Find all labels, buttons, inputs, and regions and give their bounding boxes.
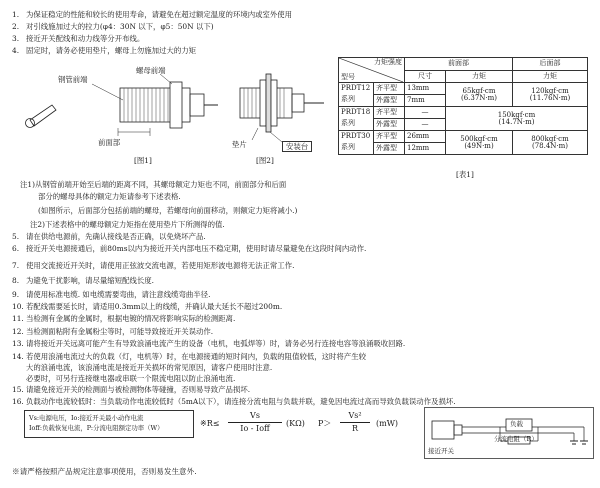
note-13: 13. 请将接近开关远离可能产生有导致浪涌电流产生的设备（电机，电弧焊等）时，请务必另行连接电容等浪涌吸收回路. bbox=[12, 339, 406, 348]
footer-warning: ※请严格按照产品规定注意事项使用，否则易发生意外. bbox=[12, 467, 197, 476]
note-12: 12. 当检测面粘附有金属粉尘等时，可能导致接近开关误动作. bbox=[12, 327, 214, 336]
size-30-flush: 26mm bbox=[405, 131, 446, 143]
table-caption: [表1] bbox=[456, 170, 474, 179]
note-a2: 部分的螺母具体的额定力矩请参考下述表格. bbox=[38, 192, 181, 201]
circuit-switch-label: 接近开关 bbox=[428, 447, 454, 455]
note-7: 7. 使用交流接近开关时，请使用正弦波交流电源，若使用矩形波电源将无法正常工作. bbox=[12, 261, 295, 270]
note-2: 2. 对引线施加过大的拉力(φ4：30N 以下，φ5：50N 以下) bbox=[12, 22, 214, 31]
head-force: 力矩 bbox=[446, 70, 513, 83]
back-12: 120kgf·cm (11.76N·m) bbox=[513, 83, 588, 107]
note-5: 5. 请在供给电源前，先确认接线是否正确，以免烧坏产品. bbox=[12, 232, 206, 241]
torque-table bbox=[338, 57, 588, 155]
label-mount: 安装台 bbox=[282, 141, 312, 152]
note-9: 9. 请使用标准电缆. 如电缆需要弯曲，请注意线缆弯曲半径. bbox=[12, 290, 211, 299]
size-30-exposed: 12mm bbox=[405, 143, 446, 155]
force-30: 500kgf·cm (49N·m) bbox=[446, 131, 513, 155]
note-a4: 注2)下述表格中的螺母额定力矩指在使用垫片下所测得的值. bbox=[30, 220, 225, 229]
note-1: 1. 为保证稳定的性能和较长的使用寿命，请避免在超过额定温度的环境内或室外使用 bbox=[12, 10, 293, 19]
label-steel-front: 钢管前端 bbox=[58, 75, 88, 84]
note-6: 6. 接近开关电源接通后，前80ms以内为接近开关内部电压不稳定期，使用时请尽量避免在这段时间内动作. bbox=[12, 244, 367, 253]
note-16: 16. 负载动作电流较低时：当负载动作电流较低时（5mA以下），请连接分流电阻与负载并联，避免因电流过高而导致负载误动作及损坏. bbox=[12, 397, 456, 406]
note-11: 11. 当检测有金属的金属时，根据电镀的情况将影响实际的检测距离. bbox=[12, 314, 236, 323]
note-3: 3. 接近开关配线和动力线等分开布线。 bbox=[12, 34, 145, 43]
note-14b: 大的浪涌电流，该浪涌电流是接近开关损坏的常见原因，请客户使用时注意. bbox=[26, 363, 273, 372]
head-front: 前面部 bbox=[405, 58, 513, 71]
head-back: 后面部 bbox=[513, 58, 588, 71]
size-18-exposed: — bbox=[405, 119, 446, 131]
force-12: 65kgf·cm (6.37N·m) bbox=[446, 83, 513, 107]
note-14: 14. 若使用浪涌电流过大的负载（灯，电机等）时，在电源接通的短时间内，负载的阻值较低，这时将产生较 bbox=[12, 352, 366, 361]
note-a3: (如图所示，后面部分包括前端的螺母，若螺母向前面移动，则额定力矩将减小.) bbox=[38, 206, 298, 215]
back-30: 800kgf·cm (78.4N·m) bbox=[513, 131, 588, 155]
force-18: 150kgf·cm (14.7N·m) bbox=[446, 107, 588, 131]
row-model-prdt30: PRDT30 系列 齐平型 外露型 bbox=[339, 131, 405, 155]
size-18-flush: — bbox=[405, 107, 446, 119]
figure-1-caption: [图1] bbox=[134, 156, 152, 165]
circuit-load-label: 负载 bbox=[510, 420, 523, 428]
figure-2-caption: [图2] bbox=[256, 156, 274, 165]
note-14c: 必要时，可另行连接继电器或串联一个限流电阻以防止浪涌电流. bbox=[26, 374, 236, 383]
note-10: 10. 若配线需要延长时，请适用0.3mm以上的线缆，并确认最大延长不超过200m. bbox=[12, 302, 283, 311]
note-8: 8. 为避免干扰影响，请尽量缩短配线长度. bbox=[12, 276, 154, 285]
note-4: 4. 固定时，请务必使用垫片，螺母上勿施加过大的力矩 bbox=[12, 46, 196, 55]
size-12-exposed: 7mm bbox=[405, 95, 446, 107]
size-12-flush: 13mm bbox=[405, 83, 446, 95]
label-front-part: 前面部 bbox=[98, 138, 121, 147]
label-washer: 垫片 bbox=[232, 140, 247, 149]
sensor-drawing-1 bbox=[20, 60, 220, 175]
row-model-prdt18: PRDT18 系列 齐平型 外露型 bbox=[339, 107, 405, 131]
note-a1: 注1)从钢管前端开始至后端的距离不同，其螺母额定力矩也不同，前面部分和后面 bbox=[20, 180, 287, 189]
note-15: 15. 请避免接近开关的检测面与被检测物体等碰撞，否则易导致产品损坏. bbox=[12, 385, 251, 394]
row-model-prdt12: PRDT12 系列 齐平型 外露型 bbox=[339, 83, 405, 107]
table-corner: 力矩强度 型号 bbox=[339, 58, 405, 83]
symbol-legend: Vs:电源电压，Io:接近开关最小动作电流 Ioff:负载恢复电流，P:分流电阻额定功率（W） bbox=[24, 410, 194, 438]
circuit-shunt-label: 分流电阻（R） bbox=[494, 435, 538, 443]
head-force-back: 力矩 bbox=[513, 70, 588, 83]
label-nut-front: 螺母前端 bbox=[136, 66, 166, 75]
head-size: 尺寸 bbox=[405, 70, 446, 83]
